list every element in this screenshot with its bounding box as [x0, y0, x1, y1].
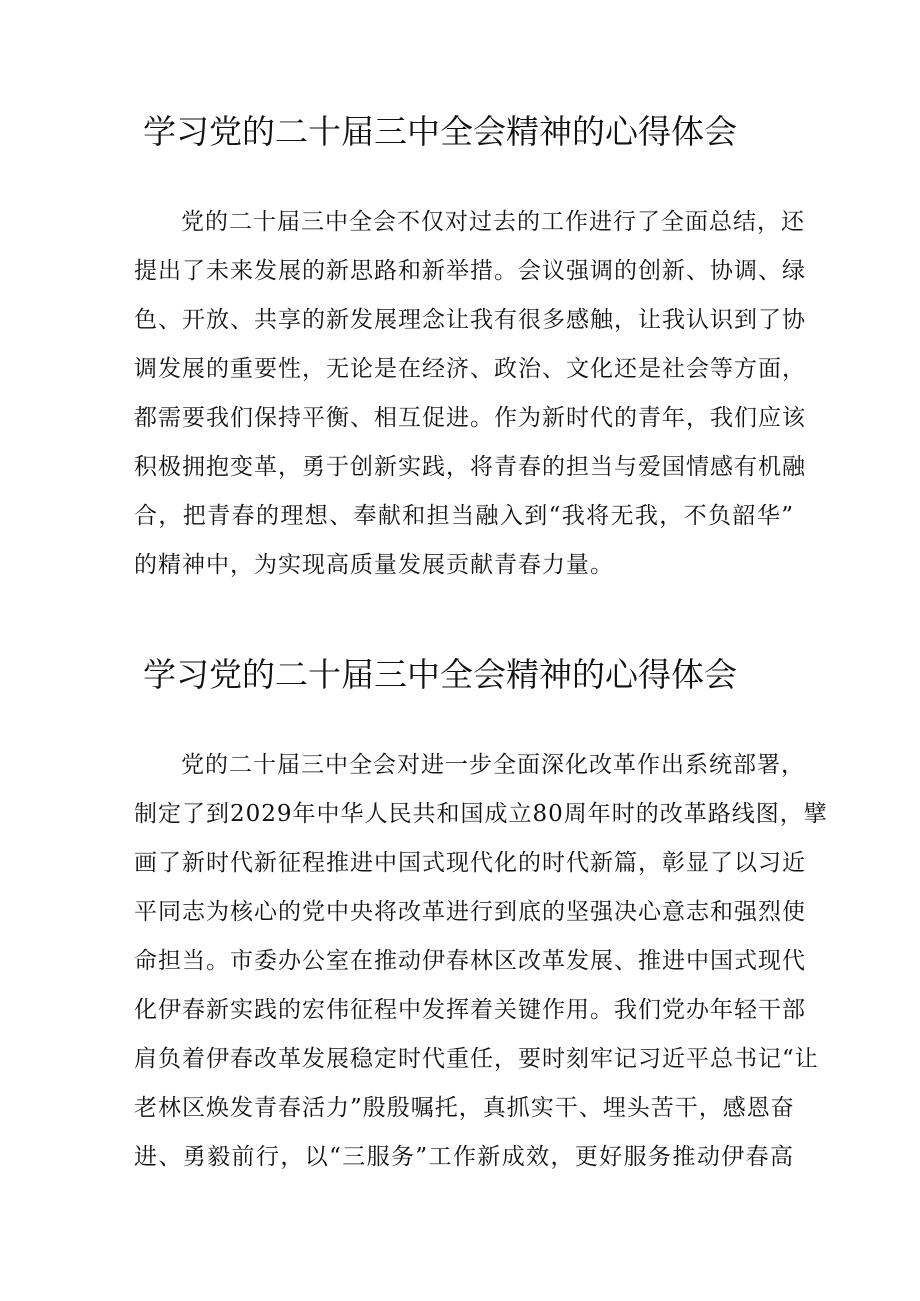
text-line: 色、开放、共享的新发展理念让我有很多感触，让我认识到了协 [134, 307, 806, 333]
text-line: 进、勇毅前行，以“三服务”工作新成效，更好服务推动伊春高 [134, 1144, 794, 1170]
text-line: 的精神中，为实现高质量发展贡献青春力量。 [134, 552, 614, 578]
text-line: 老林区焕发青春活力”殷殷嘱托，真抓实干、埋头苦干，感恩奋 [134, 1095, 795, 1121]
text-line: 合，把青春的理想、奉献和担当融入到“我将无我，不负韶华” [134, 503, 794, 529]
text-line: 党的二十届三中全会对进一步全面深化改革作出系统部署， [181, 752, 805, 778]
section-2-title: 学习党的二十届三中全会精神的心得体会 [143, 655, 737, 694]
section-1-title: 学习党的二十届三中全会精神的心得体会 [143, 112, 737, 151]
text-line: 平同志为核心的党中央将改革进行到底的坚强决心意志和强烈使 [134, 899, 806, 925]
text-line: 积极拥抱变革，勇于创新实践，将青春的担当与爱国情感有机融 [134, 454, 806, 480]
text-line: 制定了到2029年中华人民共和国成立80周年时的改革路线图，擘 [134, 801, 828, 827]
text-line: 画了新时代新征程推进中国式现代化的时代新篇，彰显了以习近 [134, 850, 806, 876]
section-1-paragraph [134, 198, 806, 590]
text-line: 命担当。市委办公室在推动伊春林区改革发展、推进中国式现代 [134, 948, 806, 974]
section-2-paragraph [134, 741, 828, 1182]
text-line: 调发展的重要性，无论是在经济、政治、文化还是社会等方面， [134, 356, 806, 382]
text-line: 肩负着伊春改革发展稳定时代重任，要时刻牢记习近平总书记“让 [134, 1046, 819, 1072]
text-line: 化伊春新实践的宏伟征程中发挥着关键作用。我们党办年轻干部 [134, 997, 806, 1023]
text-line: 提出了未来发展的新思路和新举措。会议强调的创新、协调、绿 [134, 258, 806, 284]
text-line: 党的二十届三中全会不仅对过去的工作进行了全面总结，还 [181, 209, 805, 235]
text-line: 都需要我们保持平衡、相互促进。作为新时代的青年，我们应该 [134, 405, 806, 431]
